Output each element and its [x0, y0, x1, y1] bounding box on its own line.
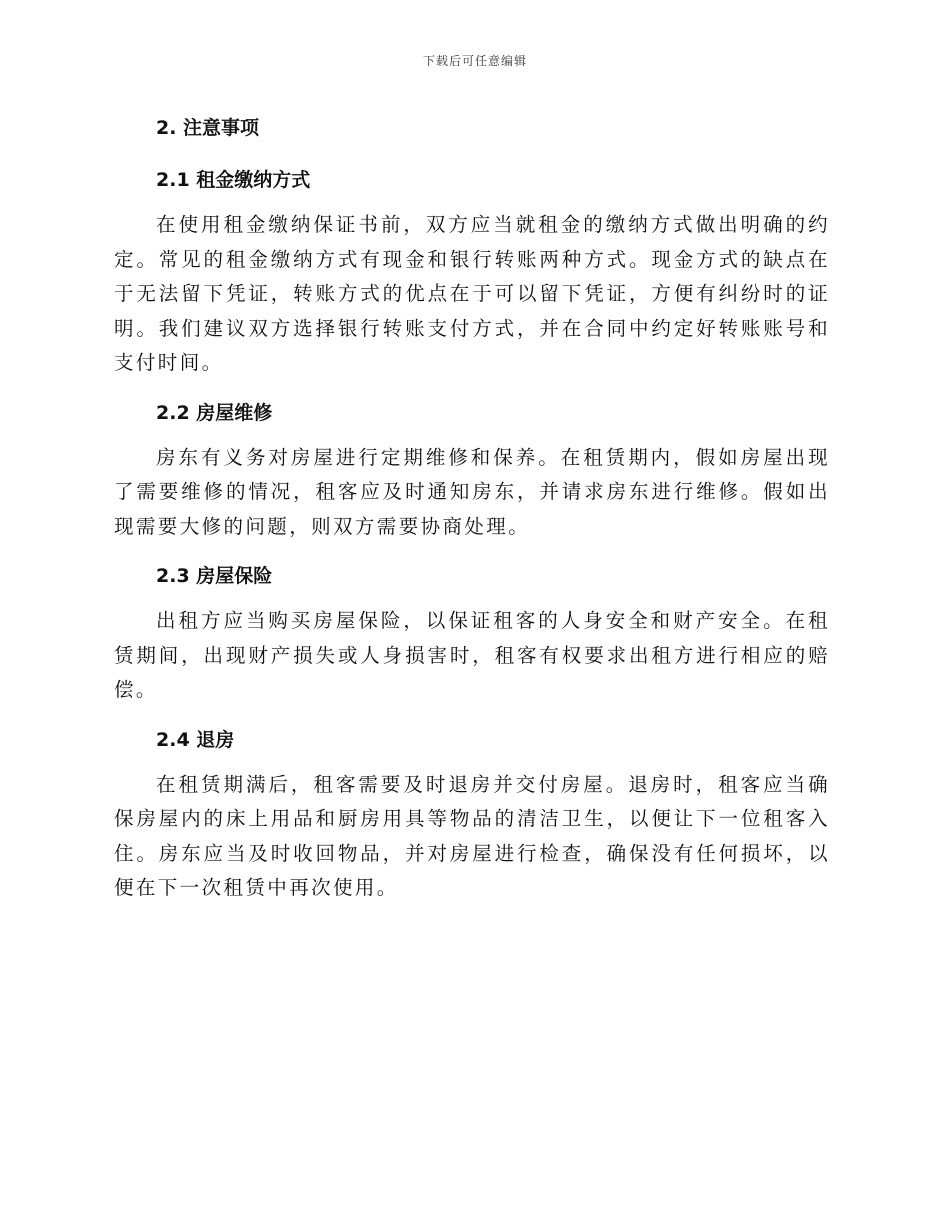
paragraph-check-out: 在租赁期满后，租客需要及时退房并交付房屋。退房时，租客应当确保房屋内的床上用品和厨房用具等物品的清洁卫生，以便让下一位租客入住。房东应当及时收回物品，并对房屋进行检查，确保没有任何损坏，以便在下一次租赁中再次使用。	[114, 772, 830, 899]
subsection-title-house-repair: 2.2 房屋维修	[156, 401, 273, 424]
paragraph-rent-payment: 在使用租金缴纳保证书前，双方应当就租金的缴纳方式做出明确的约定。常见的租金缴纳方式有现金和银行转账两种方式。现金方式的缺点在于无法留下凭证，转账方式的优点在于可以留下凭证，方便有纠纷时的证明。我们建议双方选择银行转账支付方式，并在合同中约定好转账账号和支付时间。	[114, 213, 830, 374]
page-header: 下载后可任意编辑	[422, 54, 527, 68]
paragraph-house-repair: 房东有义务对房屋进行定期维修和保养。在租赁期内，假如房屋出现了需要维修的情况，租客应及时通知房东，并请求房东进行维修。假如出现需要大修的问题，则双方需要协商处理。	[114, 445, 830, 538]
subsection-title-house-insurance: 2.3 房屋保险	[156, 565, 273, 587]
section-title: 2. 注意事项	[156, 117, 260, 139]
subsection-title-rent-payment: 2.1 租金缴纳方式	[156, 169, 311, 191]
subsection-title-check-out: 2.4 退房	[156, 728, 235, 751]
paragraph-house-insurance: 出租方应当购买房屋保险，以保证租客的人身安全和财产安全。在租赁期间，出现财产损失或人身损害时，租客有权要求出租方进行相应的赔偿。	[114, 609, 830, 701]
document-body	[114, 110, 830, 906]
